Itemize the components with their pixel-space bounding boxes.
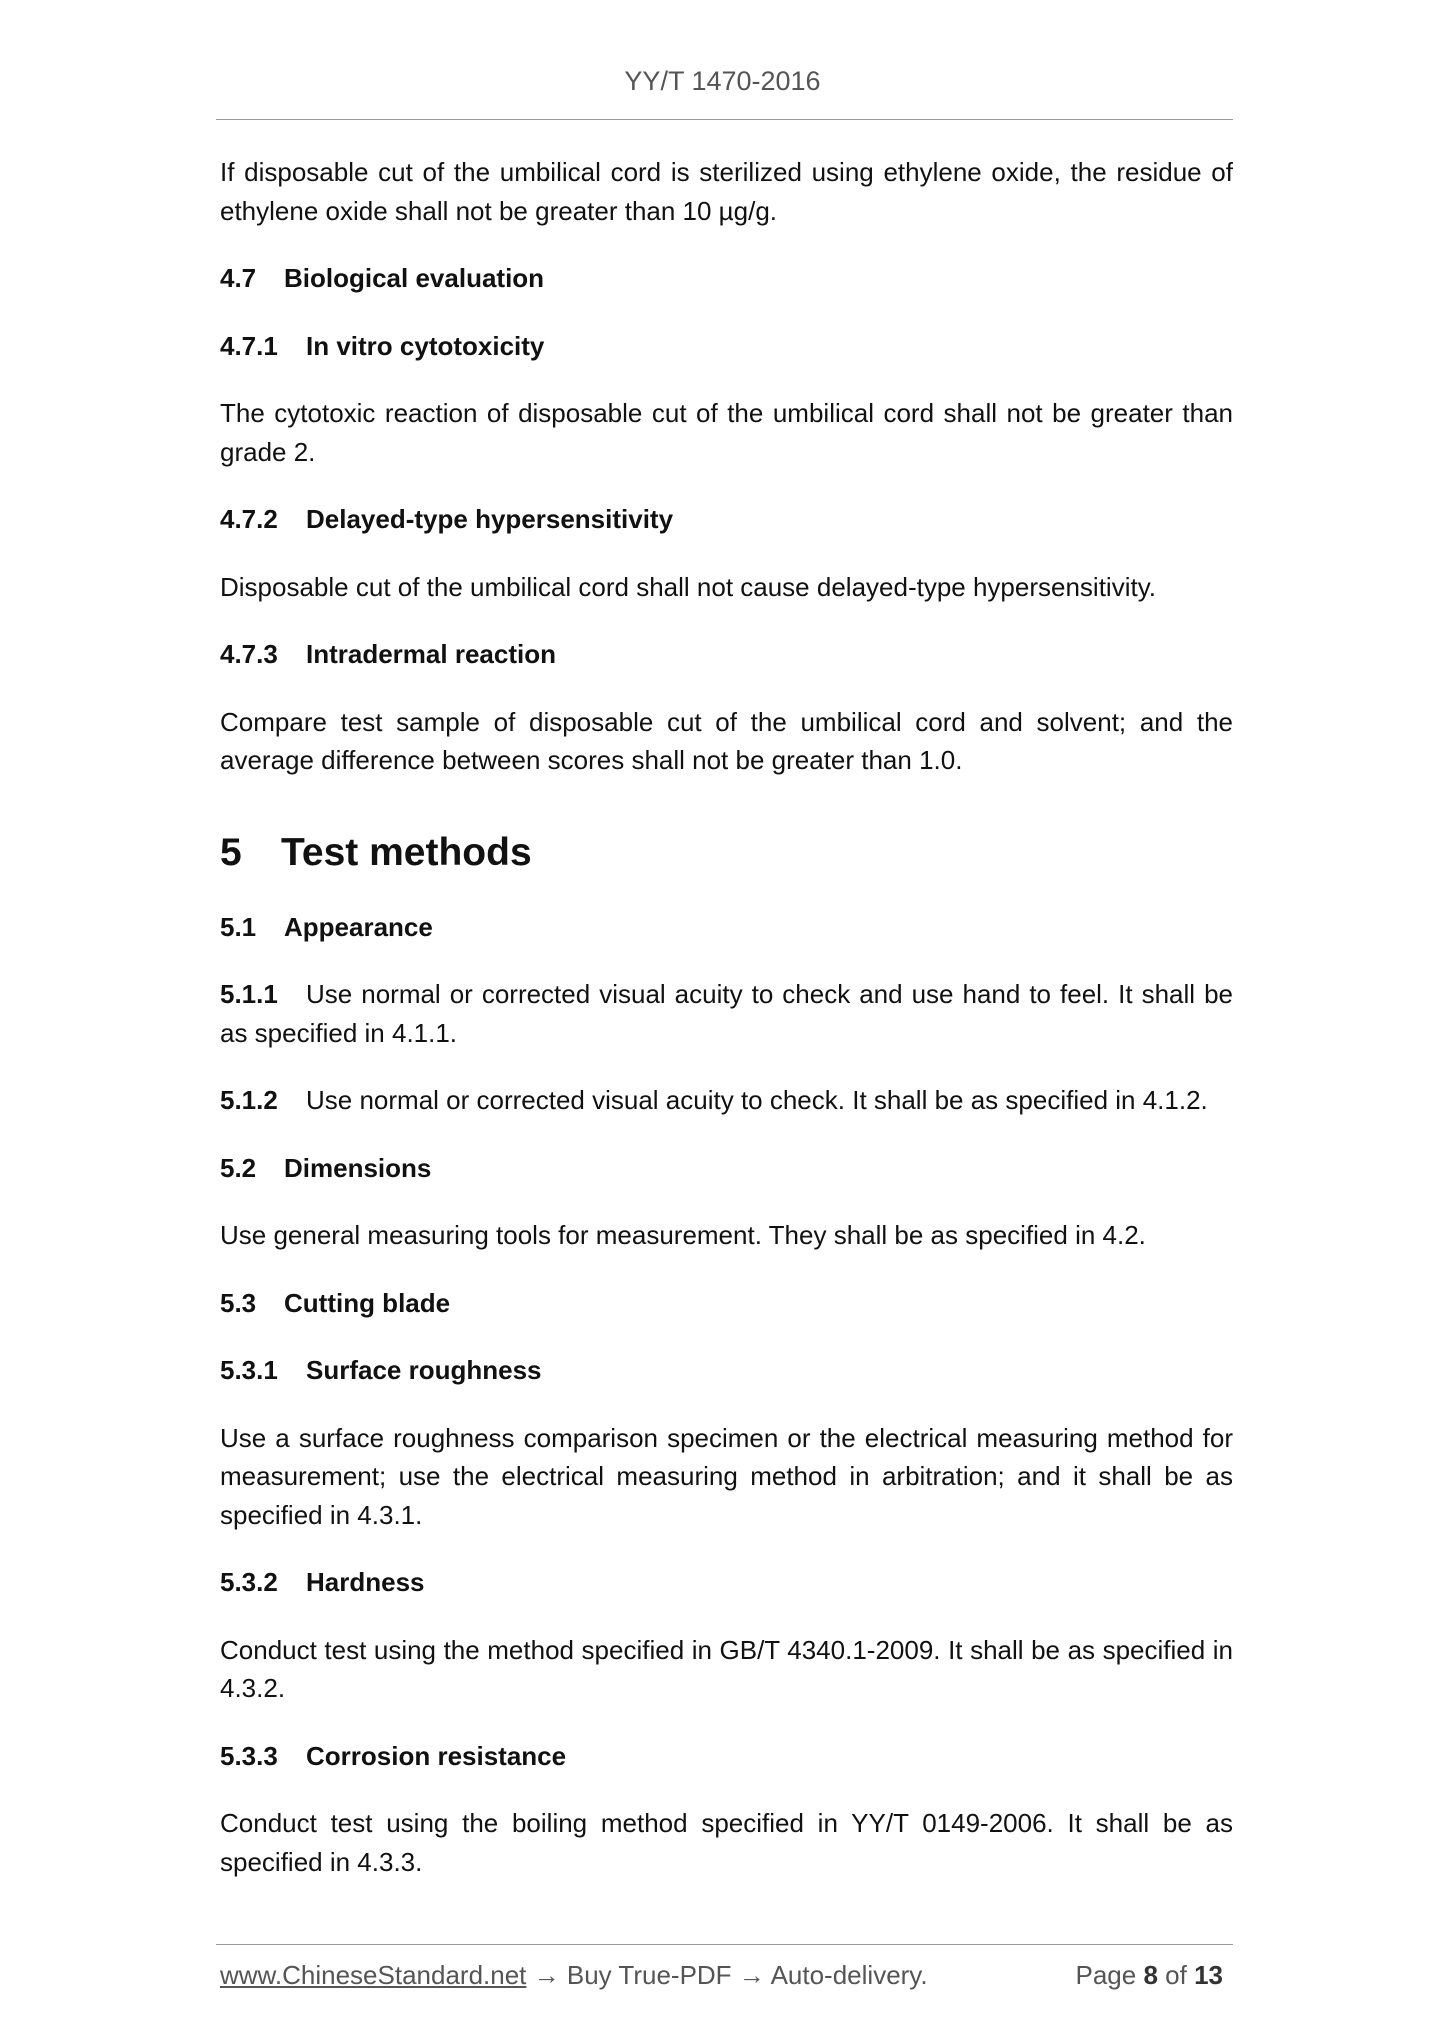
section-number: 5.3.3: [220, 1740, 278, 1771]
document-body: [220, 153, 1233, 1910]
section-number: 4.7.1: [220, 330, 278, 361]
footer-divider: [216, 1944, 1233, 1945]
section-title: Hardness: [306, 1567, 425, 1597]
paragraph: Conduct test using the method specified in GB/T 4340.1-2009. It shall be as specified in 4.3.2.: [220, 1634, 1233, 1703]
section-title: Dimensions: [284, 1152, 432, 1183]
page-label: Page: [1075, 1960, 1137, 1990]
paragraph: The cytotoxic reaction of disposable cut of the umbilical cord shall not be greater than grade 2.: [220, 398, 1233, 467]
chapter-heading: [220, 828, 1233, 878]
subsection-heading: [220, 1563, 1233, 1602]
section-title: Surface roughness: [306, 1355, 542, 1385]
section-number: 5.3.2: [220, 1567, 278, 1597]
page-current: 8: [1143, 1960, 1158, 1990]
section-number: 4.7.2: [220, 504, 278, 534]
subsection-heading: [220, 327, 1233, 366]
section-number: 5.3.1: [220, 1355, 278, 1385]
section-number: 4.7.3: [220, 639, 278, 669]
clause-number: 5.1.2: [220, 1085, 278, 1115]
section-title: Appearance: [284, 911, 433, 942]
section-number: 5.2: [220, 1152, 257, 1183]
subsection-heading: [220, 635, 1233, 674]
page-total: 13: [1194, 1960, 1223, 1990]
chapter-number: 5: [220, 830, 242, 874]
numbered-paragraph: [220, 1081, 1233, 1120]
page-footer: [220, 1960, 1233, 1991]
chapter-title: Test methods: [281, 830, 532, 874]
paragraph: Use a surface roughness comparison specimen or the electrical measuring method for measurement; use the electrical measuring method in arbitration; and it shall be as specified in 4.3.1.: [220, 1422, 1233, 1530]
section-title: Biological evaluation: [284, 263, 545, 293]
section-heading: [220, 259, 1233, 298]
section-title: In vitro cytotoxicity: [306, 330, 545, 361]
section-number: 5.1: [220, 911, 257, 942]
paragraph: Use general measuring tools for measurement. They shall be as specified in 4.2.: [220, 1220, 1146, 1250]
clause-text: Use normal or corrected visual acuity to check and use hand to feel. It shall be as specified in 4.1.1.: [220, 979, 1233, 1048]
paragraph: Compare test sample of disposable cut of the umbilical cord and solvent; and the average difference between scores shall not be greater than 1.0.: [220, 706, 1233, 775]
subsection-heading: [220, 1351, 1233, 1390]
clause-number: 5.1.1: [220, 979, 278, 1009]
subsection-heading: [220, 1737, 1233, 1776]
footer-tagline: → Buy True-PDF → Auto-delivery.: [526, 1960, 928, 1990]
website-link[interactable]: www.ChineseStandard.net: [220, 1960, 527, 1990]
paragraph: Disposable cut of the umbilical cord shall not cause delayed-type hypersensitivity.: [220, 571, 1156, 602]
section-heading: [220, 1284, 1233, 1323]
section-heading: [220, 1149, 1233, 1188]
page-header-title: YY/T 1470-2016: [624, 66, 821, 96]
section-title: Corrosion resistance: [306, 1740, 567, 1771]
section-heading: [220, 908, 1233, 947]
paragraph: Conduct test using the boiling method specified in YY/T 0149-2006. It shall be as specified in 4.3.3.: [220, 1808, 1233, 1877]
subsection-heading: [220, 500, 1233, 539]
page-indicator: [1075, 1960, 1223, 1991]
section-title: Cutting blade: [284, 1287, 451, 1318]
clause-text: Use normal or corrected visual acuity to check. It shall be as specified in 4.1.2.: [306, 1085, 1208, 1115]
header-divider: [216, 119, 1233, 120]
numbered-paragraph: [220, 975, 1233, 1052]
section-number: 5.3: [220, 1287, 257, 1318]
section-title: Intradermal reaction: [306, 639, 556, 669]
paragraph: If disposable cut of the umbilical cord is sterilized using ethylene oxide, the residue of ethylene oxide shall not be greater than 10 µg/g.: [220, 157, 1233, 226]
section-title: Delayed-type hypersensitivity: [306, 504, 674, 534]
section-number: 4.7: [220, 263, 257, 293]
page-of-label: of: [1165, 1960, 1187, 1990]
